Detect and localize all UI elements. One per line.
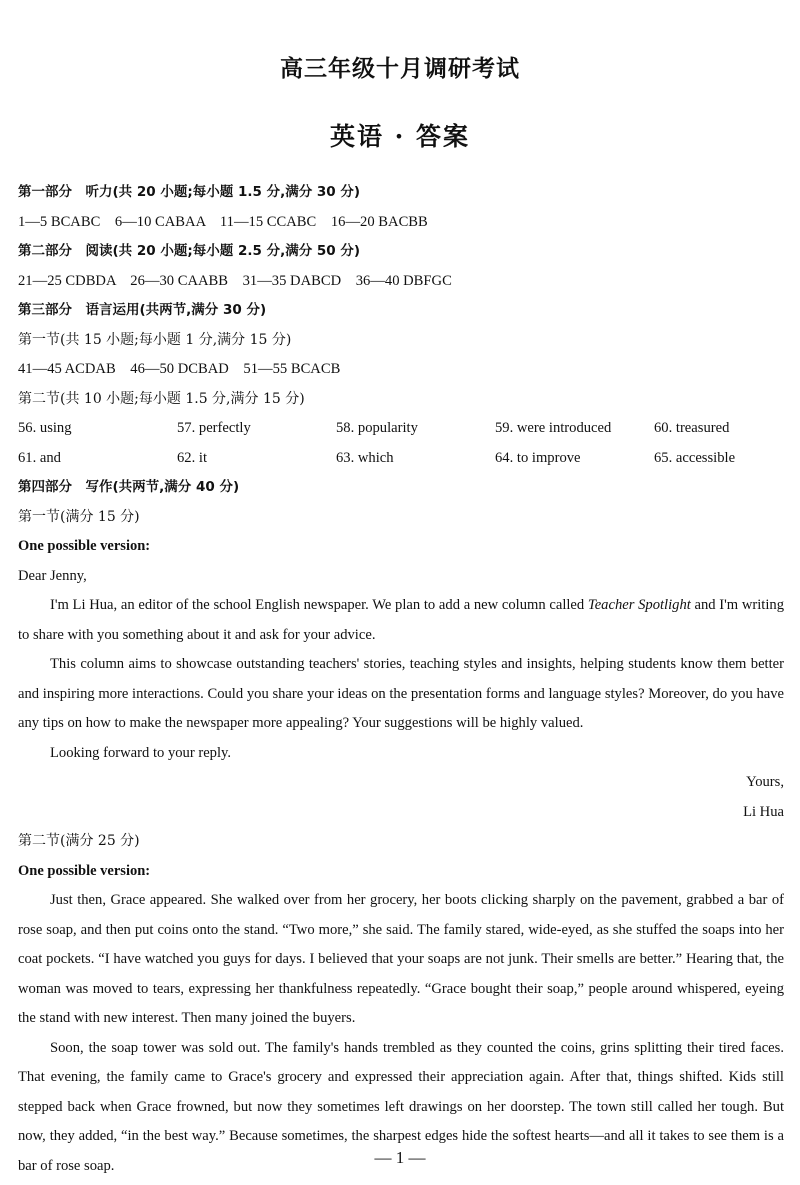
letter-text: and I'm writing to share with you something about it and ask for your advice. — [18, 597, 784, 643]
fill-in-answers-row-2 — [18, 444, 784, 474]
fill-in-answer: 63. which — [336, 449, 394, 466]
letter-closing: Yours, — [746, 774, 784, 790]
fill-in-answer: 56. using — [18, 420, 72, 436]
part1-answers: 1—5 BCABC 6—10 CABAA 11—15 CCABC 16—20 BACBB — [18, 213, 428, 230]
part3-section1-answers: 41—45 ACDAB 46—50 DCBAD 51—55 BCACB — [18, 361, 341, 377]
part2-answers: 21—25 CDBDA 26—30 CAABB 31—35 DABCD 36—40 DBFGC — [18, 272, 452, 289]
fill-in-answer: 58. popularity — [336, 420, 418, 436]
fill-in-answer: 57. perfectly — [177, 420, 251, 436]
version-label: One possible version: — [18, 862, 151, 879]
fill-in-answer: 60. treasured — [654, 420, 730, 436]
story-paragraph-2: Soon, the soap tower was sold out. The family's hands trembled as they counted the coins, grins splitting their tired faces. That evening, the family came to Grace's grocery and expressed their appreciation again. After that, things shifted. Kids still stepped back when Grace frowned, but now they sometimes left drawings on her doorstep. The town still called her tough. But now, they added, “in the best way.” Because sometimes, the sharpest edges hide the softest hearts—and all it takes to see them is a bar of rose soap. — [18, 1039, 784, 1174]
fill-in-answer: 65. accessible — [654, 449, 736, 466]
fill-in-answer: 61. and — [18, 449, 61, 466]
fill-in-answers-row-1 — [18, 414, 784, 444]
fill-in-answer: 62. it — [177, 449, 207, 466]
part2-heading: 第二部分 阅读(共 20 小题;每小题 2.5 分,满分 50 分) — [18, 243, 361, 259]
part4-heading: 第四部分 写作(共两节,满分 40 分) — [18, 479, 240, 495]
part3-heading: 第三部分 语言运用(共两节,满分 30 分) — [18, 302, 267, 318]
part1-heading: 第一部分 听力(共 20 小题;每小题 1.5 分,满分 30 分) — [18, 184, 361, 200]
part3-section1-heading: 第一节(共 15 小题;每小题 1 分,满分 15 分) — [18, 331, 292, 348]
part3-section2-heading: 第二节(共 10 小题;每小题 1.5 分,满分 15 分) — [18, 390, 305, 407]
letter-paragraph-3: Looking forward to your reply. — [50, 744, 232, 761]
answer-content — [18, 178, 784, 1181]
page-number: — 1 — — [374, 1148, 426, 1167]
part4-section2-heading: 第二节(满分 25 分) — [18, 833, 140, 849]
letter-paragraph-1 — [18, 591, 784, 650]
exam-title: 高三年级十月调研考试 — [280, 55, 520, 82]
letter-greeting: Dear Jenny, — [18, 567, 87, 584]
column-name: Teacher Spotlight — [587, 597, 691, 613]
letter-signature: Li Hua — [743, 803, 784, 820]
letter-text: I'm Li Hua, an editor of the school English newspaper. We plan to add a new column called — [50, 597, 588, 613]
story-paragraph-1: Just then, Grace appeared. She walked over from her grocery, her boots clicking sharply on the pavement, grabbed a bar of rose soap, and then put coins onto the stand. “Two more,” she said. The family stared, wide-eyed, as she stuffed the soaps into her coat pockets. “I have watched you guys for days. I believed that your soaps are not junk. Their smells are better.” Hearing that, the woman was moved to tears, expressing her thankfulness repeatedly. “Grace bought their soap,” people around whispered, eyeing the stand with new interest. Then many joined the buyers. — [18, 892, 784, 1026]
part4-section1-heading: 第一节(满分 15 分) — [18, 508, 140, 525]
fill-in-answer: 59. were introduced — [495, 420, 612, 436]
version-label: One possible version: — [18, 538, 151, 554]
answer-subtitle: 英语 · 答案 — [329, 122, 471, 151]
fill-in-answer: 64. to improve — [495, 449, 581, 466]
letter-paragraph-2: This column aims to showcase outstanding teachers' stories, teaching styles and insights, helping students know them better and inspiring more interactions. Could you share your ideas on the presentation forms and language styles? Moreover, do you have any tips on how to make the newspaper more appealing? Your suggestions will be highly valued. — [18, 656, 784, 731]
